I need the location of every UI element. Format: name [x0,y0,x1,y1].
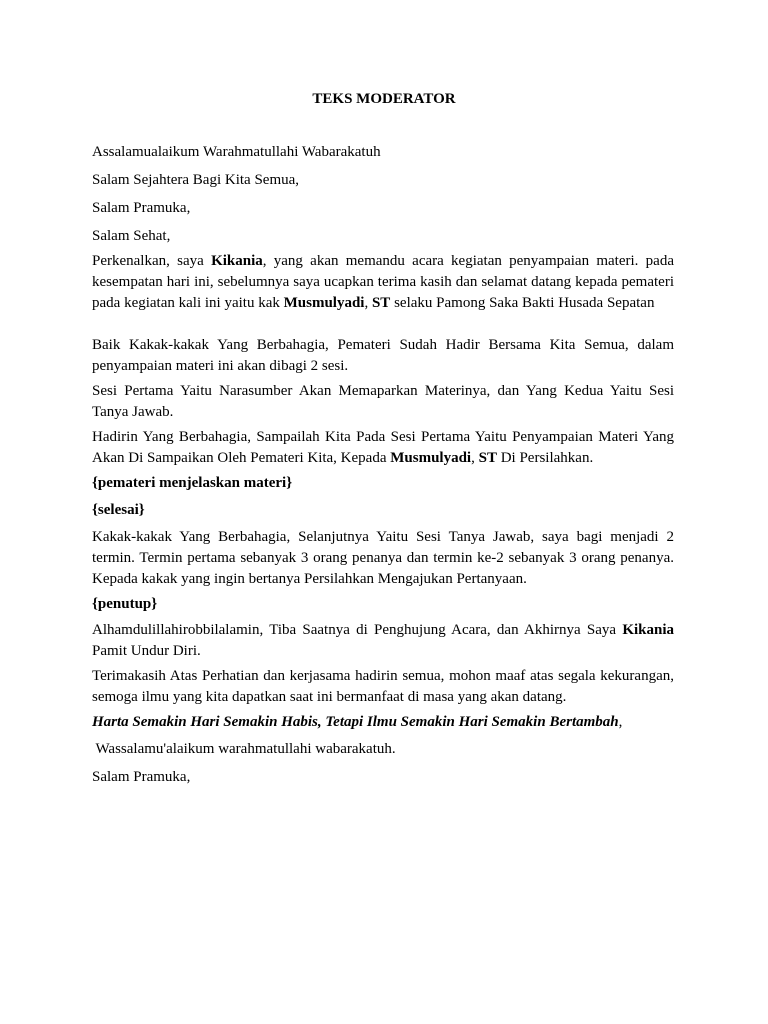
invitation-text-3: Di Persilahkan. [496,450,594,466]
document-title: TEKS MODERATOR [312,91,456,107]
intro-text-1: Perkenalkan, saya [92,253,212,269]
stage-direction-penutup: {penutup} [92,596,158,612]
moderator-name: Kikania [211,253,263,269]
intro-text-3: , [364,295,372,311]
greeting-salam-sejahtera: Salam Sejahtera Bagi Kita Semua, [92,172,300,188]
greeting-assalamualaikum: Assalamualaikum Warahmatullahi Wabarakatuh [92,144,381,160]
speaker-name: Musmulyadi [283,295,365,311]
intro-text-4: selaku Pamong Saka Bakti Husada Sepatan [390,295,655,311]
invitation-text-1: Hadirin Yang Berbahagia, Sampailah Kita Pada Sesi Pertama Yaitu Penyampaian Materi Yang Akan Di Sampaikan Oleh Pemateri Kita, Kepada [92,429,674,466]
quote-line [92,712,674,733]
paragraph-qa-session: Kakak-kakak Yang Berbahagia, Selanjutnya Yaitu Sesi Tanya Jawab, saya bagi menjadi 2 termin. Termin pertama sebanyak 3 orang penanya dan termin ke-2 sebanyak 3 orang penanya. Kepada kakak yang ingin bertanya Persilahkan Mengajukan Pertanyaan. [92,529,674,587]
moderator-name: Kikania [622,622,674,638]
paragraph-sessions: Baik Kakak-kakak Yang Berbahagia, Pemateri Sudah Hadir Bersama Kita Semua, dalam penyampaian materi ini akan dibagi 2 sesi. [92,337,674,374]
paragraph-introduction [92,251,674,314]
stage-direction-selesai: {selesai} [92,502,145,518]
paragraph-closing [92,620,674,662]
speaker-degree: ST [478,450,497,466]
paragraph-first-session: Sesi Pertama Yaitu Narasumber Akan Memaparkan Materinya, dan Yang Kedua Yaitu Sesi Tanya Jawab. [92,383,674,420]
speaker-degree: ST [371,295,391,311]
farewell-wassalam: Wassalamu'alaikum warahmatullahi wabarakatuh. [92,741,396,757]
intro-text-2: , yang akan memandu acara kegiatan penyampaian materi. pada kesempatan hari ini, sebelumnya saya ucapkan terima kasih dan selamat datang kepada pemateri pada kegiatan kali ini yaitu kak [92,253,674,311]
quote-trail: , [618,714,623,730]
speaker-name: Musmulyadi [390,450,472,466]
invitation-text-2: , [471,450,479,466]
closing-salam-pramuka: Salam Pramuka, [92,769,191,785]
closing-text-1: Alhamdulillahirobbilalamin, Tiba Saatnya di Penghujung Acara, dan Akhirnya Saya [92,622,623,638]
quote-text: Harta Semakin Hari Semakin Habis, Tetapi Ilmu Semakin Hari Semakin Bertambah [92,714,619,730]
paragraph-invitation [92,427,674,469]
paragraph-thanks: Terimakasih Atas Perhatian dan kerjasama hadirin semua, mohon maaf atas segala kekurangan, semoga ilmu yang kita dapatkan saat ini bermanfaat di masa yang akan datang. [92,668,674,705]
greeting-salam-pramuka: Salam Pramuka, [92,200,191,216]
greeting-salam-sehat: Salam Sehat, [92,228,171,244]
stage-direction-materi: {pemateri menjelaskan materi} [92,475,293,491]
closing-text-2: Pamit Undur Diri. [92,643,201,659]
